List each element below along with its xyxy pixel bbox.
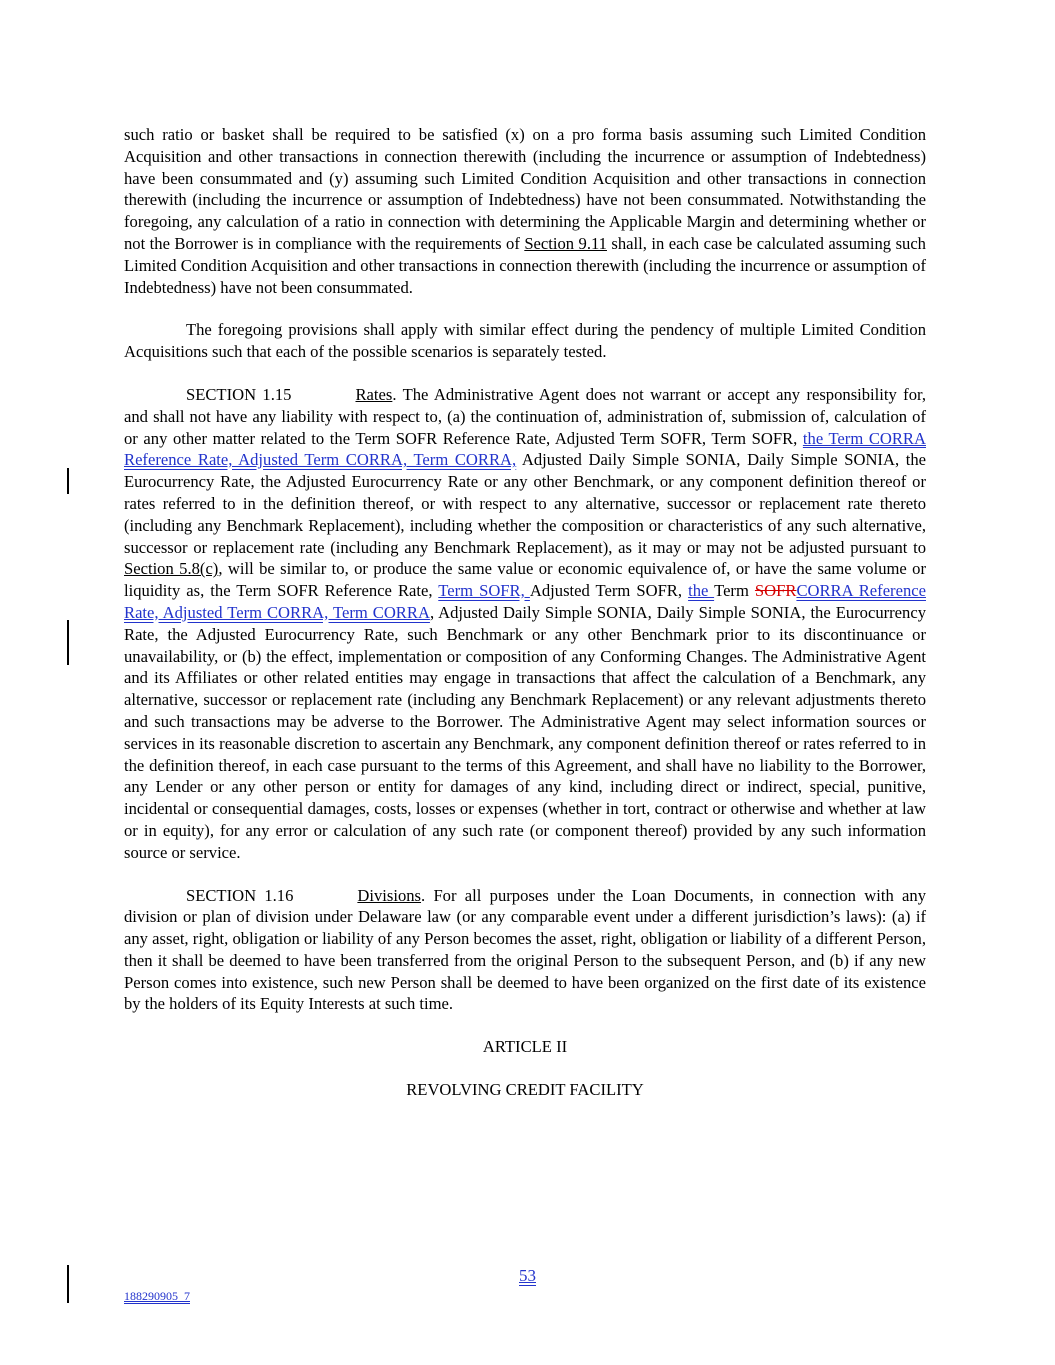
inserted-text: CORRA Reference Rate, Adjusted Term CORRA, Term CORRA xyxy=(124,581,926,622)
inserted-text: the xyxy=(688,581,715,601)
article-subtitle: REVOLVING CREDIT FACILITY xyxy=(406,1080,644,1100)
change-bar xyxy=(67,620,69,665)
text-run: shall, in each case be calculated assuming such Limited Condition Acquisition and other transactions in connection therewith (including the incurrence or assumption of Indebtedness) have not been consummated. xyxy=(124,233,926,297)
inserted-text: Term SOFR, xyxy=(438,581,530,601)
section-number: SECTION 1.15 xyxy=(186,384,292,404)
section-1-16 xyxy=(124,885,926,1016)
text-run: such ratio or basket shall be required to be satisfied (x) on a pro forma basis assuming such Limited Condition Acquisition and other transactions in connection therewith (including the incurrence or assumption of Indebtedness) have been consummated and (y) assuming such Limited Condition Acquisition and other transactions in connection therewith (including the incurrence or assumption of Indebtedness) have not been consummated. Notwithstanding the foregoing, any calculation of a ratio in connection with determining the Applicable Margin and determining whether or not the Borrower is in compliance with the requirements of xyxy=(124,125,926,253)
paragraph-multiple-lca: The foregoing provisions shall apply with similar effect during the pendency of multiple Limited Condition Acquisitions such that each of the possible scenarios is separately tested. xyxy=(124,320,926,362)
change-bar xyxy=(67,468,69,494)
page-number: 53 xyxy=(519,1266,536,1285)
text-run: , will be similar to, or produce the same value or economic equivalence of, or have the same volume or liquidity as, the Term SOFR Reference Rate, xyxy=(124,559,926,601)
section-1-15 xyxy=(124,384,926,864)
document-page xyxy=(124,124,926,1122)
text-run: Adjusted Daily Simple SONIA, Daily Simple SONIA, the Eurocurrency Rate, the Adjusted Eurocurrency Rate or any other Benchmark, or any component definition thereof or rates referred to in the definition thereof, or with respect to any alternative, successor or replacement rate thereto (including any Benchmark Replacement), including whether the composition or characteristics of any such alternative, successor or replacement rate (including any Benchmark Replacement), as it may or may not be adjusted pursuant to xyxy=(124,450,926,557)
article-title: ARTICLE II xyxy=(482,1037,568,1057)
document-id: 188290905_7 xyxy=(124,1289,190,1303)
text-run: Term xyxy=(714,581,755,601)
deleted-text: SOFR xyxy=(754,581,797,601)
section-heading: Divisions xyxy=(357,885,422,905)
section-reference: Section 9.11 xyxy=(524,233,607,253)
section-heading: Rates xyxy=(355,384,393,404)
inserted-text: the Term CORRA Reference Rate, Adjusted Term CORRA, Term CORRA, xyxy=(124,428,926,470)
section-number: SECTION 1.16 xyxy=(186,885,294,905)
text-run: Adjusted Term SOFR, xyxy=(529,581,689,601)
text-run: , Adjusted Daily Simple SONIA, Daily Simple SONIA, the Eurocurrency Rate, the Adjusted Eurocurrency Rate, such Benchmark or any other Benchmark prior to its discontinuance or unavailability, or (b) the effect, implementation or composition of any Conforming Changes. The Administrative Agent and its Affiliates or other related entities may engage in transactions that affect the calculation of a Benchmark, any alternative, successor or replacement rate (including any Benchmark Replacement) or any relevant adjustments thereto and such transactions may be adverse to the Borrower. The Administrative Agent may select information sources or services in its reasonable discretion to ascertain any Benchmark, any component definition thereof or rates referred to in the definition thereof, in each case pursuant to the terms of this Agreement, and shall have no liability to the Borrower, any Lender or any other person or entity for damages of any kind, including direct or indirect, special, punitive, incidental or consequential damages, costs, losses or expenses (whether in tort, contract or otherwise and whether at law or in equity), for any error or calculation of any such rate (or component thereof) provided by any such information source or service. xyxy=(124,602,926,862)
text-run: . For all purposes under the Loan Documents, in connection with any division or plan of division under Delaware law (or any comparable event under a different jurisdiction’s laws): (a) if any asset, right, obligation or liability of any Person becomes the asset, right, obligation or liability of a different Person, then it shall be deemed to have been transferred from the original Person to the subsequent Person, and (b) if any new Person comes into existence, such new Person shall be deemed to have been organized on the first date of its existence by the holders of its Equity Interests at such time. xyxy=(124,885,926,1014)
paragraph-lca-ratio xyxy=(124,124,926,298)
text-run: . The Administrative Agent does not warrant or accept any responsibility for, and shall not have any liability with respect to, (a) the continuation of, administration of, submission of, calculation of or any other matter related to the Term SOFR Reference Rate, Adjusted Term SOFR, Term SOFR, xyxy=(124,384,927,448)
section-reference: Section 5.8(c) xyxy=(124,559,219,579)
